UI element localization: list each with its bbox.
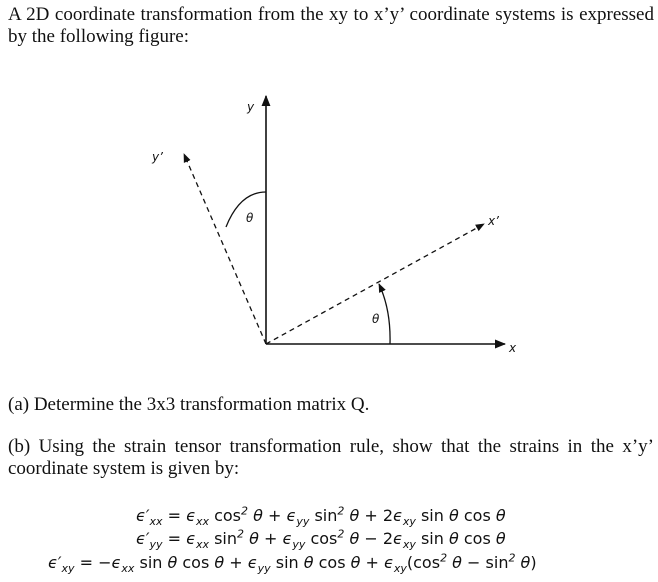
theta-arc-bottom <box>379 284 390 344</box>
y-axis-label: y <box>247 100 255 114</box>
coordinate-transformation-figure <box>140 90 540 360</box>
strain-equation-xy: $\epsilon'_{xy} = -\epsilon_{xx}$ sin θ $\cos \theta + \epsilon_{yy}$ sin θ $\cos \theta + \epsilon_{xy}(\cos^2$ $\theta - \sin^2 \theta$) <box>48 551 537 576</box>
strain-equation-xx: $\epsilon'_{xx} = \epsilon_{xx}$ $\cos^2 \theta + \epsilon_{yy}$ $\sin^2 \theta + 2\epsilon_{xy}$ sin θ cos θ <box>136 504 506 529</box>
strain-equation-yy: $\epsilon'_{yy} = \epsilon_{xx}$ $\sin^2 \theta + \epsilon_{yy}$ $\cos^2 \theta - 2\epsilon_{xy}$ sin θ cos θ <box>136 527 506 552</box>
x-axis-label: x <box>509 341 517 355</box>
theta-bottom-label: θ <box>372 312 380 326</box>
x-prime-axis-label: x’ <box>488 214 499 228</box>
part-b-question: (b) Using the strain tensor transformation rule, show that the strains in the x’y’ coordinate system is given by: <box>8 436 654 479</box>
y-prime-axis <box>184 154 266 344</box>
x-prime-axis <box>266 224 484 344</box>
part-a-question: (a) Determine the 3x3 transformation matrix Q. <box>8 394 370 415</box>
problem-intro: A 2D coordinate transformation from the xy to x’y’ coordinate systems is expressed by the following figure: <box>8 4 654 47</box>
y-prime-axis-label: y’ <box>152 150 163 164</box>
theta-top-label: θ <box>246 211 254 225</box>
